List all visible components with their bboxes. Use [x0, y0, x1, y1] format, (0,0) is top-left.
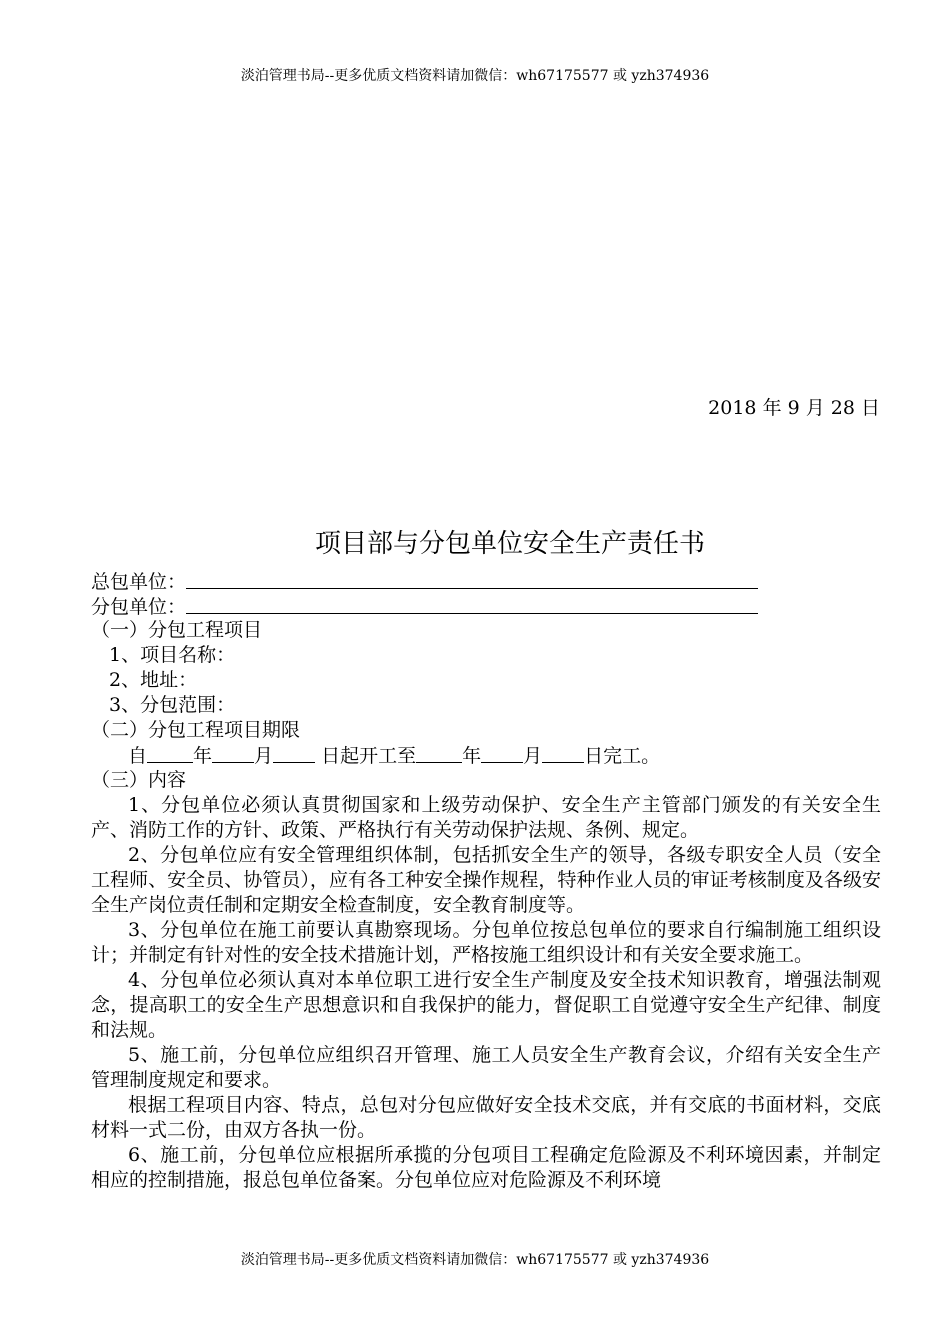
document-body	[91, 568, 881, 1193]
content-paragraph-disclosure: 根据工程项目内容、特点，总包对分包应做好安全技术交底，并有交底的书面材料，交底材料一式二份，由双方各执一份。	[91, 1094, 881, 1141]
address-item: 2、地址：	[109, 669, 198, 691]
period-year2: 年	[462, 745, 482, 767]
period-start-text: 日起开工至	[321, 745, 417, 767]
period-year1: 年	[193, 745, 213, 767]
section2-heading: （二）分包工程项目期限	[91, 719, 301, 741]
end-day-blank[interactable]	[542, 743, 584, 763]
general-contractor-blank[interactable]	[186, 568, 758, 589]
period-month2: 月	[523, 745, 543, 767]
subcontractor-label: 分包单位：	[91, 596, 187, 618]
content-paragraph-5: 5、施工前，分包单位应组织召开管理、施工人员安全生产教育会议，介绍有关安全生产管理制度规定和要求。	[91, 1044, 881, 1091]
document-date: 2018 年 9 月 28 日	[708, 397, 880, 419]
general-contractor-field	[91, 568, 881, 593]
section3-heading: （三）内容	[91, 769, 187, 791]
subcontractor-field	[91, 593, 881, 618]
content-paragraph-4: 4、分包单位必须认真对本单位职工进行安全生产制度及安全技术知识教育，增强法制观念，提高职工的安全生产思想意识和自我保护的能力，督促职工自觉遵守安全生产纪律、制度和法规。	[91, 969, 881, 1041]
scope-item: 3、分包范围：	[109, 694, 236, 716]
period-line	[91, 743, 881, 768]
period-month1: 月	[254, 745, 274, 767]
section1-heading: （一）分包工程项目	[91, 619, 263, 641]
period-from: 自	[128, 745, 148, 767]
end-month-blank[interactable]	[481, 743, 523, 763]
period-end-text: 日完工。	[584, 745, 661, 767]
page-title: 项目部与分包单位安全生产责任书	[314, 529, 705, 559]
footer-watermark-note: 淡泊管理书局--更多优质文档资料请加微信：wh67175577 或 yzh374936	[240, 1252, 710, 1268]
content-paragraph-2: 2、分包单位应有安全管理组织体制，包括抓安全生产的领导，各级专职安全人员（安全工程师、安全员、协管员），应有各工种安全操作规程，特种作业人员的审证考核制度及各级安全生产岗位责任制和定期安全检查制度，安全教育制度等。	[91, 844, 881, 916]
end-year-blank[interactable]	[416, 743, 462, 763]
content-paragraph-3: 3、分包单位在施工前要认真勘察现场。分包单位按总包单位的要求自行编制施工组织设计；并制定有针对性的安全技术措施计划，严格按施工组织设计和有关安全要求施工。	[91, 919, 881, 966]
header-watermark-note: 淡泊管理书局--更多优质文档资料请加微信：wh67175577 或 yzh374936	[240, 68, 710, 84]
start-year-blank[interactable]	[147, 743, 193, 763]
start-month-blank[interactable]	[212, 743, 254, 763]
content-paragraph-6: 6、施工前，分包单位应根据所承揽的分包项目工程确定危险源及不利环境因素，并制定相应的控制措施，报总包单位备案。分包单位应对危险源及不利环境	[91, 1144, 881, 1191]
subcontractor-blank[interactable]	[186, 593, 758, 614]
content-paragraph-1: 1、分包单位必须认真贯彻国家和上级劳动保护、安全生产主管部门颁发的有关安全生产、消防工作的方针、政策、严格执行有关劳动保护法规、条例、规定。	[91, 794, 881, 841]
start-day-blank[interactable]	[273, 743, 315, 763]
project-name-item: 1、项目名称：	[109, 644, 236, 666]
general-contractor-label: 总包单位：	[91, 571, 187, 593]
